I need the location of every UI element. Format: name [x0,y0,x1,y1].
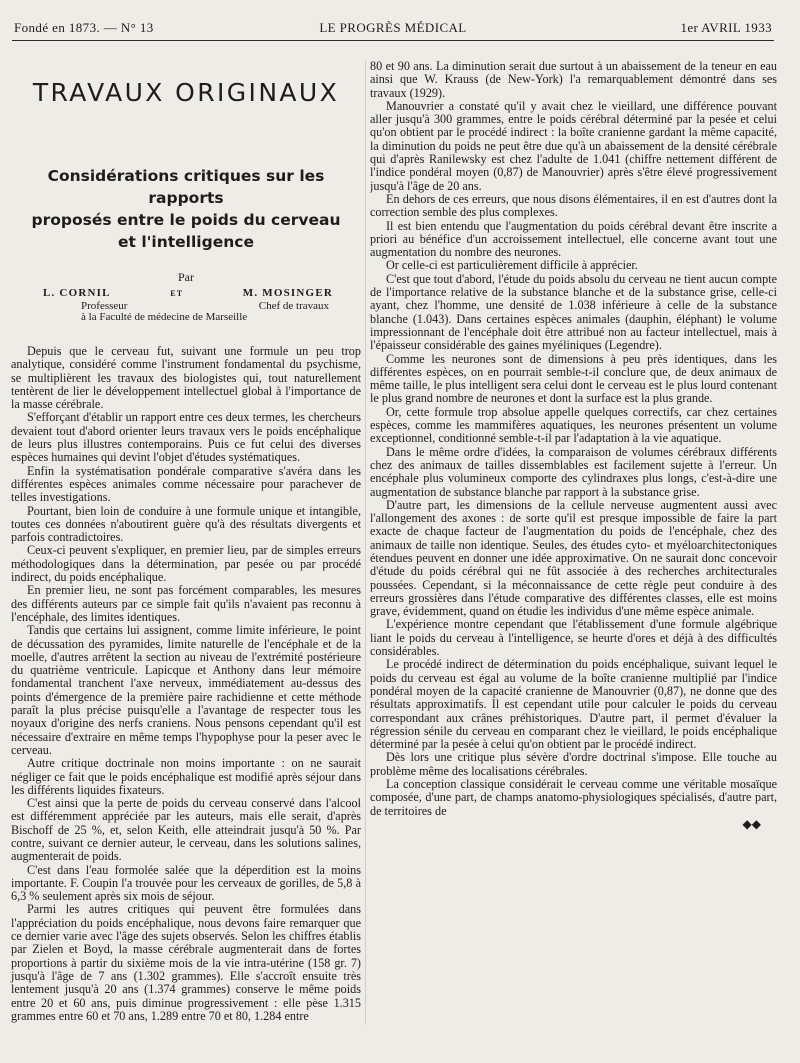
paragraph: En dehors de ces erreurs, que nous disons élémentaires, il en est d'autres dont la correction semble des plus complexes. [370,191,777,220]
issue-date: 1er AVRIL 1933 [680,20,772,35]
paragraph: En premier lieu, ne sont pas forcément comparables, les mesures des différents auteurs par ce simple fait qu'ils n'avaient pas reconnu à l'encéphale, des limites identiques. [11,583,361,624]
authors [5,287,361,299]
continuation-mark: ◆◆ [742,816,761,831]
author-mosinger: M. MOSINGER [242,287,333,299]
paragraph: La conception classique considérait le cerveau comme une véritable mosaïque composée, d'une part, de champs anatomo-physiologiques spécialisés, d'autre part, de territoires de [370,777,777,818]
author-cornil: L. CORNIL [43,287,111,299]
paragraph: C'est ainsi que la perte de poids du cerveau conservé dans l'alcool est différemment appréciée par les auteurs, mais elle serait, d'après Bischoff de 25 %, et, selon Keith, elle atteindrait jusqu'à 50 %. Par contre, suivant ce dernier auteur, le cerveau, dans les solutions salines, augmenterait de poids. [11,796,361,864]
paragraph-continued: 80 et 90 ans. La diminution serait due surtout à un abaissement de la teneur en eau ainsi que W. Krauss (de New-York) l'a remarquablement démontré dans ses travaux (1929). [370,60,777,100]
left-column [5,60,361,1060]
section-title: TRAVAUX ORIGINAUX [32,78,340,107]
article-title-line-1: Considérations critiques sur les rapports [47,167,325,207]
journal-name: LE PROGRÈS MÉDICAL [319,20,467,35]
author-conjunction: et [170,287,184,299]
affiliation: à la Faculté de médecine de Marseille [81,311,248,323]
paragraph: Enfin la systématisation pondérale comparative s'avéra dans les différentes espèces animales comme nécessaire pour parachever de telles investigations. [11,463,361,505]
paragraph: Comme les neurones sont de dimensions à peu près identiques, dans les différentes espèces, on en pourrait semble-t-il conclure que, de deux animaux de même taille, le plus intelligent sera celui dont le cerveau est le plus lourd contenant le plus grand nombre de neurones et dont la surface est la plus grande. [370,351,777,406]
paragraph: Autre critique doctrinale non moins importante : on ne saurait négliger ce fait que le poids encéphalique est modifié après séjour dans les différents liquides fixateurs. [11,756,361,797]
paragraph: L'expérience montre cependant que l'établissement d'une formule algébrique liant le poids du cerveau à l'intelligence, se heurte d'ores et déjà à des difficultés considérables. [370,617,777,659]
header-rule [12,40,774,41]
right-column [370,60,777,1060]
byline-par: Par [178,270,194,284]
paragraph: Dès lors une critique plus sévère d'ordre doctrinal s'impose. Elle touche au problème même des localisations cérébrales. [370,750,777,778]
paragraph: C'est dans l'eau formolée salée que la déperdition est la moins importante. F. Coupin l'a trouvée pour les cerveaux de gorilles, de 5,8 à 6,3 % seulement après six mois de séjour. [11,862,361,904]
author-cornil-role: Professeur [81,300,128,312]
paragraph: Le procédé indirect de détermination du poids encéphalique, suivant lequel le poids du cerveau est égal au volume de la boîte cranienne multiplié par l'indice pondéral moyen de la capacité cranienne de Manouvrier (0,87), ne donne que des résultats approximatifs. Il est cependant utile pour calculer le poids du cerveau correspondant aux crânes préhistoriques. D'autre part, il permet d'évaluer la régression sénile du cerveau en comparant chez le vieillard, le poids encéphalique déterminé par la pesée à celui qu'on obtient par le procédé indirect. [370,657,777,752]
paragraph: Manouvrier a constaté qu'il y avait chez le vieillard, une différence pouvant aller jusqu'à 300 grammes, entre le poids cérébral déterminé par la pesée et celui qu'on obtient par le procédé indirect : la boîte cranienne gardant la même capacité, la diminution du poids ne peut être due qu'à un abaissement de la densité cérébrale qui d'après Ranilewsky est chez l'adulte de 1.041 (chiffre nettement différent de l'indice pondéral moyen (0,87) de Manouvrier) après s'être élevé progressivement jusqu'à l'âge de 20 ans. [370,98,777,193]
paragraph: D'autre part, les dimensions de la cellule nerveuse augmentent aussi avec l'allongement des axones : de sorte qu'il est presque impossible de faire la part exacte de chaque facteur de l'augmentation du poids de l'encéphale, chez des animaux de taille non identique. Seules, des études cyto- et myéloarchitectoniques étendues peuvent en donner une idée approximative. On ne saurait donc concevoir d'étude du poids cérébral qui ne fût associée à des recherches architecturales poussées. Cependant, si la méconnaissance de cette règle peut conduire à des erreurs grossières dans l'étude comparative des différentes classes, elle est moins grave, évidemment, quand on étudie les individus d'une même espèce animale. [370,497,777,619]
paragraph: Dans le même ordre d'idées, la comparaison de volumes cérébraux différents chez des animaux de tailles dissemblables est facilement sujette à l'erreur. Un encéphale plus volumineux comporte des cylindraxes plus longs, c'est-à-dire une augmentation de substance blanche par rapport à la substance grise. [370,444,777,499]
header-founded: Fondé en 1873. — N° 13 [14,20,154,35]
article-title [5,165,361,253]
article-title-line-2: proposés entre le poids du cerveau [31,211,341,229]
paragraph: C'est que tout d'abord, l'étude du poids absolu du cerveau ne tient aucun compte de l'importance relative de la substance blanche et de la substance grise, celle-ci ayant, chez l'homme, une densité de 1.038 inférieure à celle de la substance blanche (1.043). Dans certaines espèces animales (dauphin, éléphant) le volume impressionnant de l'encéphale doit être attribué non au facteur intellectuel, mais à l'épaisseur considérable des gaines myéliniques (Legendre). [370,271,777,353]
paragraph: Parmi les autres critiques qui peuvent être formulées dans l'appréciation du poids encéphalique, nous devons faire remarquer que ce dernier varie avec l'âge des sujets observés. Selon les chiffres établis par Zielen et Boyd, la masse cérébrale augmenterait dans de fortes proportions à partir du sixième mois de la vie intra-utérine (158 gr. 7) jusqu'à l'âge de 7 ans (1.302 grammes). Elle s'accroît ensuite très lentement jusqu'à 20 ans (1.374 grammes) conserve le même poids entre 20 et 60 ans, puis diminue progressivement : elle pèse 1.315 grammes entre 60 et 70 ans, 1.289 entre 70 et 80, 1.284 entre [11,902,361,1023]
paragraph: Pourtant, bien loin de conduire à une formule unique et intangible, toutes ces données n'aboutirent guère qu'à des résultats divergents et parfois contradictoires. [11,503,361,545]
paragraph: Il est bien entendu que l'augmentation du poids cérébral devant être inscrite a priori au bénéfice d'un accroissement intellectuel, elle concerne avant tout une augmentation du nombre des neurones. [370,218,777,260]
paragraph: Depuis que le cerveau fut, suivant une formule un peu trop analytique, considéré comme l'instrument fondamental du psychisme, se multiplièrent les travaux des biologistes qui, tout naturellement tentèrent de lier le développement intellectuel global à l'importance de la masse cérébrale. [11,344,361,412]
paragraph: S'efforçant d'établir un rapport entre ces deux termes, les chercheurs devaient tout d'abord orienter leurs travaux vers le poids encéphalique de leurs plus illustres contemporains. Puis ce fut celui des diverses espèces humaines qui devint l'objet d'études systématiques. [11,410,361,465]
paragraph: Or, cette formule trop absolue appelle quelques correctifs, car chez certaines espèces, comme les mammifères aquatiques, les neurones présentent un volume exceptionnel, conditionné semble-t-il par l'adaptation à la vie aquatique. [370,404,777,446]
column-divider [365,60,366,1025]
right-body-text [370,60,777,831]
paragraph: Or celle-ci est particulièrement difficile à apprécier. [386,258,638,273]
paragraph: Tandis que certains lui assignent, comme limite inférieure, le point de décussation des pyramides, limite naturelle de l'encéphale et de la moelle, d'autres arrêtent la section au niveau de l'extrémité postérieure du quatrième ventricule. Lapicque et Anthony dans leur mémoire fondamental tranchent l'axe nerveux, immédiatement au-dessus des points d'émergence de la première paire rachidienne et cette méthode paraît la plus précise puisqu'elle a l'avantage de respecter tous les noyaux d'origine des nerfs craniens. Nous pensons cependant qu'il est nécessaire d'extraire en même temps l'hypophyse pour la peser avec le cerveau. [11,623,361,757]
left-body-text [5,345,361,1023]
author-mosinger-role: Chef de travaux [258,300,329,312]
running-header [14,20,772,38]
article-title-line-3: et l'intelligence [118,233,254,251]
paragraph: Ceux-ci peuvent s'expliquer, en premier lieu, par de simples erreurs méthodologiques dans la détermination, par pesée ou par procédé indirect, du poids encéphalique. [11,543,361,585]
